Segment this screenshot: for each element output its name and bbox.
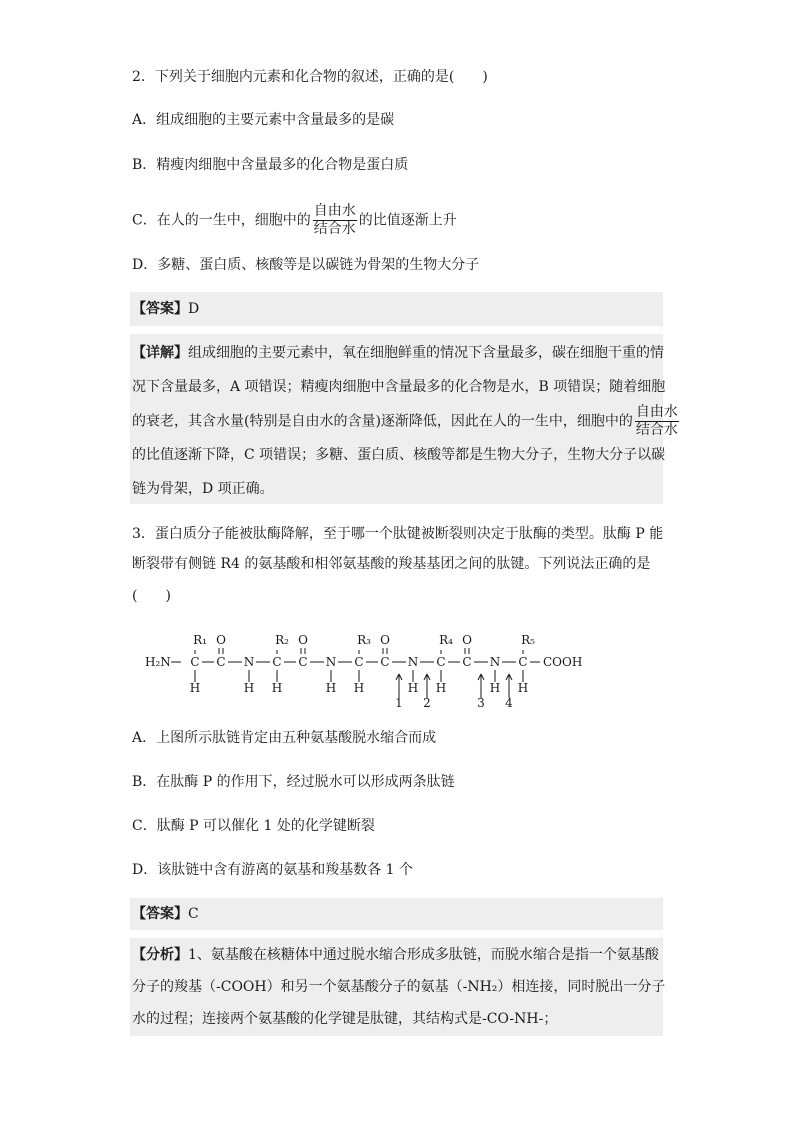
nitrogen: N <box>407 655 419 669</box>
q3-answer <box>132 903 199 925</box>
detail-line: 况下含量最多，A 项错误；精瘦肉细胞中含量最多的化合物是水，B 项错误；随着细胞 <box>132 379 666 395</box>
q2-option-c-text: C．在人的一生中，细胞中的 <box>132 212 311 229</box>
q3-analysis <box>132 939 666 1035</box>
hydrogen: H <box>517 681 529 695</box>
detail-line: 链为骨架，D 项正确。 <box>132 481 274 497</box>
oxygen: O <box>298 633 308 647</box>
alpha-carbon: C <box>272 655 282 669</box>
hydrogen: H <box>407 681 419 695</box>
nitrogen: N <box>325 655 337 669</box>
oxygen: O <box>216 633 226 647</box>
hydrogen: H <box>435 681 447 695</box>
bond-position-label: 4 <box>505 696 513 707</box>
fraction-denominator: 结合水 <box>635 422 678 438</box>
nitrogen: N <box>243 655 255 669</box>
q2-option-c <box>132 203 457 238</box>
q2-answer <box>132 298 199 320</box>
bond-position-label: 1 <box>395 696 403 707</box>
bond-position-label: 3 <box>477 696 485 707</box>
hydrogen: H <box>325 681 337 695</box>
analysis-line: 1、氨基酸在核糖体中通过脱水缩合形成多肽链，而脱水缩合是指一个氨基酸 <box>188 947 659 963</box>
hydrogen: H <box>353 681 365 695</box>
hydrogen: H <box>489 681 501 695</box>
answer-box <box>130 898 663 930</box>
q3-stem-line-1: 3．蛋白质分子能被肽酶降解，至于哪一个肽键被断裂则决定于肽酶的类型。肽酶 P 能 <box>132 526 664 542</box>
side-chain-label: R₄ <box>439 633 453 647</box>
fraction-numerator: 自由水 <box>635 404 678 420</box>
analysis-line: 水的过程；连接两个氨基酸的化学键是肽键，其结构式是-CO-NH-； <box>132 1011 558 1027</box>
hydrogen: H <box>271 681 283 695</box>
q3-option-b: B．在肽酶 P 的作用下，经过脱水可以形成两条肽链 <box>132 774 455 790</box>
answer-value: D <box>188 301 200 317</box>
q2-option-a: A．组成细胞的主要元素中含量最多的是碳 <box>132 112 395 128</box>
fraction <box>313 203 357 238</box>
detail-line: 的比值逐渐下降，C 项错误；多糖、蛋白质、核酸等都是生物大分子，生物大分子以碳 <box>132 447 666 463</box>
q2-stem: 2．下列关于细胞内元素和化合物的叙述，正确的是( ) <box>132 69 488 85</box>
answer-tag: 【答案】 <box>132 906 188 922</box>
oxygen: O <box>462 633 472 647</box>
alpha-carbon: C <box>190 655 200 669</box>
answer-box <box>130 292 663 326</box>
hydrogen: H <box>243 681 255 695</box>
q3-stem-line-3: ( ) <box>132 588 171 604</box>
carbonyl-carbon: C <box>216 655 226 669</box>
analysis-tag: 【分析】 <box>132 947 188 963</box>
peptide-structure-diagram <box>145 632 605 707</box>
detail-line: 的衰老，其含水量(特别是自由水的含量)逐渐降低，因此在人的一生中，细胞中的 <box>132 413 633 430</box>
q2-detail <box>132 336 678 506</box>
carbonyl-carbon: C <box>380 655 390 669</box>
answer-tag: 【答案】 <box>132 301 188 317</box>
oxygen: O <box>380 633 390 647</box>
analysis-line: 分子的羧基（-COOH）和另一个氨基酸分子的氨基（-NH₂）相连接，同时脱出一分子 <box>132 979 666 995</box>
detail-tag: 【详解】 <box>132 345 188 361</box>
answer-value: C <box>188 906 199 922</box>
q3-option-a: A．上图所示肽链肯定由五种氨基酸脱水缩合而成 <box>132 730 437 746</box>
alpha-carbon: C <box>518 655 528 669</box>
bond-position-label: 2 <box>423 696 431 707</box>
alpha-carbon: C <box>354 655 364 669</box>
fraction-denominator: 结合水 <box>313 221 356 237</box>
q2-option-d: D．多糖、蛋白质、核酸等是以碳链为骨架的生物大分子 <box>132 257 480 273</box>
detail-line: 组成细胞的主要元素中，氧在细胞鲜重的情况下含量最多，碳在细胞干重的情 <box>188 345 664 361</box>
carbonyl-carbon: C <box>298 655 308 669</box>
q2-option-b: B．精瘦肉细胞中含量最多的化合物是蛋白质 <box>132 157 409 173</box>
q3-option-c: C．肽酶 P 可以催化 1 处的化学键断裂 <box>132 818 375 834</box>
carbonyl-carbon: C <box>462 655 472 669</box>
nitrogen: N <box>489 655 501 669</box>
side-chain-label: R₁ <box>193 633 207 647</box>
fraction-numerator: 自由水 <box>313 203 356 219</box>
q3-option-d: D．该肽链中含有游离的氨基和羧基数各 1 个 <box>132 862 414 878</box>
q3-stem-line-2: 断裂带有侧链 R4 的氨基酸和相邻氨基酸的羧基基团之间的肽键。下列说法正确的是 <box>132 556 651 572</box>
alpha-carbon: C <box>436 655 446 669</box>
side-chain-label: R₅ <box>521 633 535 647</box>
carboxyl-terminus: COOH <box>543 655 583 669</box>
hydrogen: H <box>189 681 201 695</box>
side-chain-label: R₃ <box>357 633 371 647</box>
side-chain-label: R₂ <box>275 633 289 647</box>
amino-terminus: H₂N <box>145 655 171 669</box>
fraction <box>635 404 679 439</box>
q2-option-c-text-end: 的比值逐渐上升 <box>358 212 457 229</box>
